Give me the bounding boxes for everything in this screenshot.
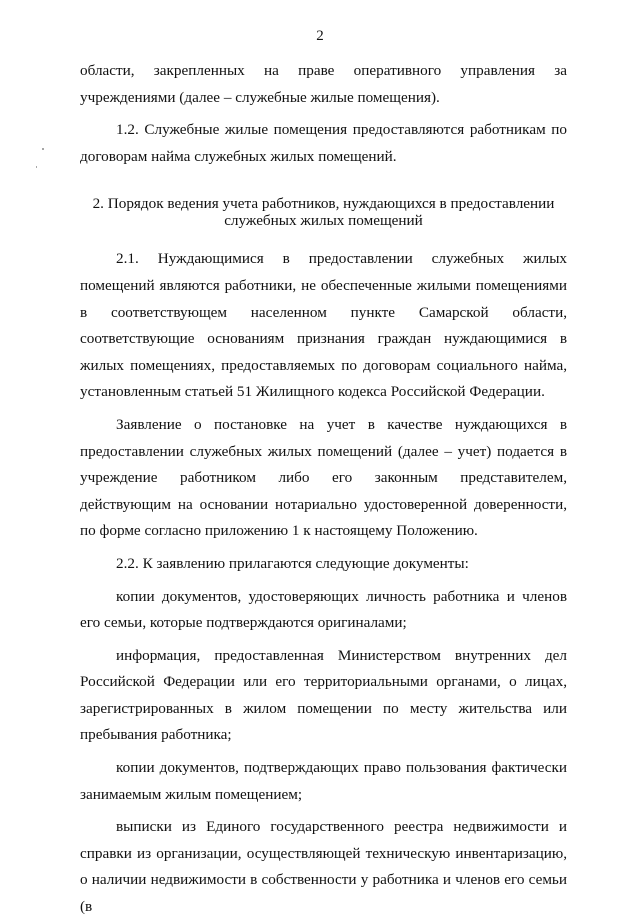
list-paragraph: копии документов, подтверждающих право пользования фактически занимаемым жилым помещением; — [80, 759, 567, 803]
section-heading-line: 2. Порядок ведения учета работников, нуждающихся в предоставлении — [92, 195, 555, 213]
section-heading-line: служебных жилых помещений — [224, 212, 423, 230]
paragraph: области, закрепленных на праве оперативного управления за учреждениями (далее – служебные жилые помещения). — [80, 62, 567, 106]
paragraph: Заявление о постановке на учет в качестве нуждающихся в предоставлении служебных жилых помещений (далее – учет) подается в учреждение работником либо его законным представителем, действующим на основании нотариально удостоверенной доверенности, по форме согласно приложению 1 к настоящему Положению. — [80, 415, 567, 540]
list-paragraph: выписки из Единого государственного реестра недвижимости и справки из организации, осуществляющей техническую инвентаризацию, о наличии недвижимости в собственности у работника и членов его семьи (в — [80, 818, 567, 916]
scan-speck — [42, 148, 44, 150]
list-paragraph: копии документов, удостоверяющих личность работника и членов его семьи, которые подтверждаются оригиналами; — [80, 587, 567, 632]
page-number: 2 — [316, 28, 324, 44]
scan-speck — [36, 166, 37, 168]
paragraph: 1.2. Служебные жилые помещения предоставляются работникам по договорам найма служебных жилых помещений. — [80, 121, 567, 165]
document-body — [80, 58, 567, 921]
list-paragraph: информация, предоставленная Министерством внутренних дел Российской Федерации или его территориальными органами, о лицах, зарегистрированных в жилом помещении по месту жительства или пребывания работника; — [80, 646, 567, 744]
paragraph: 2.2. К заявлению прилагаются следующие документы: — [116, 554, 469, 572]
paragraph: 2.1. Нуждающимися в предоставлении служебных жилых помещений являются работники, не обеспеченные жилыми помещениями в соответствующем населенном пункте Самарской области, соответствующие основаниям признания граждан нуждающимися в жилых помещениях, предоставляемых по договорам социального найма, установленным статьей 51 Жилищного кодекса Российской Федерации. — [80, 250, 567, 401]
section-heading — [80, 195, 567, 229]
